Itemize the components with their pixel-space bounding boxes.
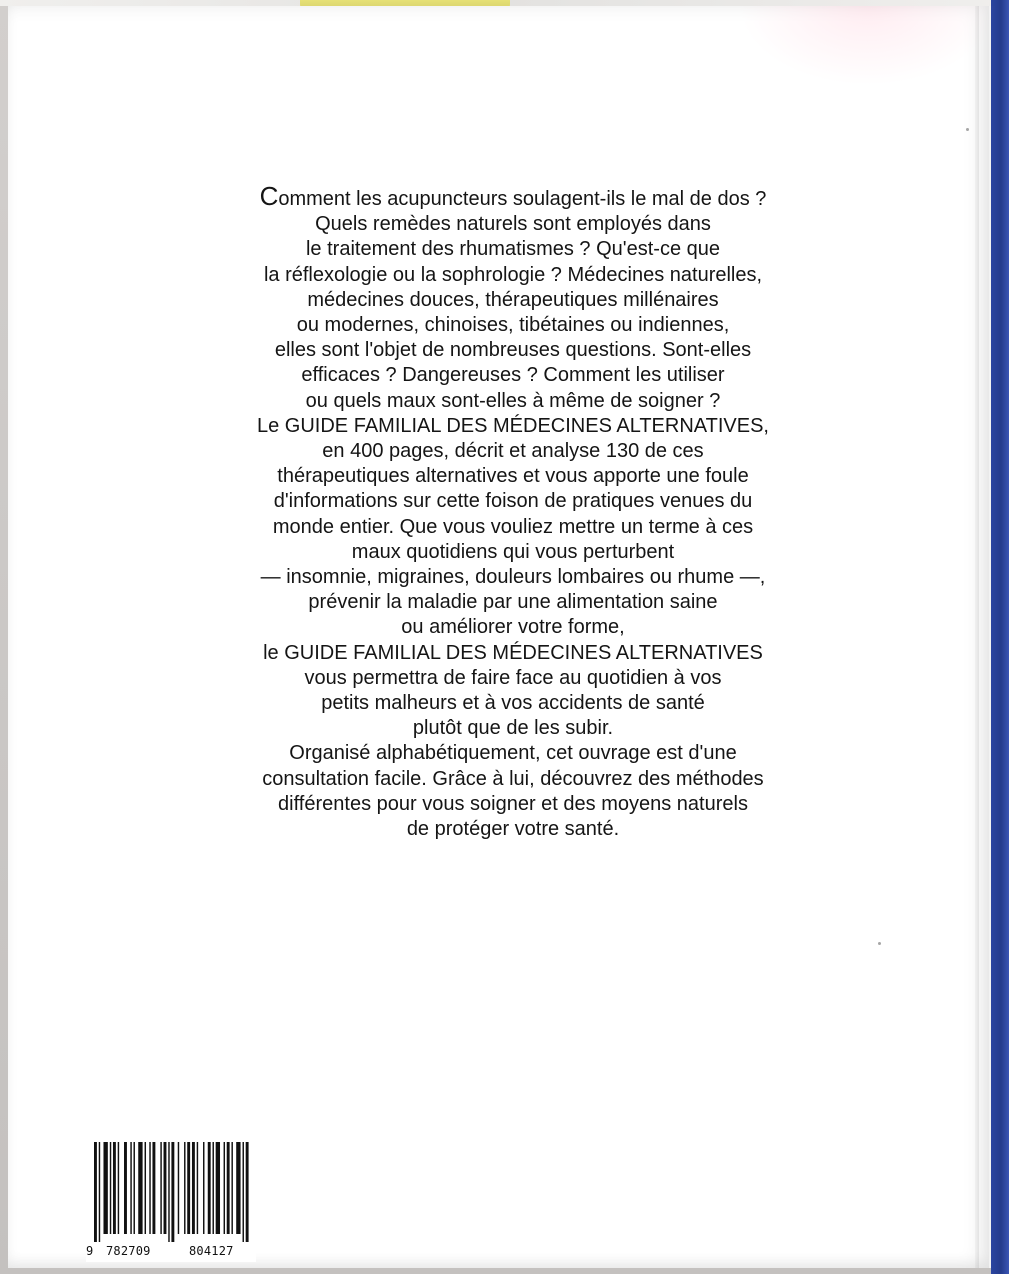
barcode-bar (216, 1142, 220, 1234)
blurb-line: ou quels maux sont-elles à même de soigner ? (305, 389, 721, 412)
blurb-line: thérapeutiques alternatives et vous apporte une foule (277, 465, 749, 488)
barcode-digit-first: 9 (86, 1244, 94, 1258)
drop-cap: C (259, 181, 279, 211)
barcode-bar (178, 1142, 179, 1234)
barcode-bar (213, 1142, 214, 1234)
barcode-bar (124, 1142, 127, 1234)
blurb-line: la réflexologie ou la sophrologie ? Médecines naturelles, (263, 263, 763, 286)
barcode-bar (187, 1142, 190, 1234)
blurb-line: Le GUIDE FAMILIAL DES MÉDECINES ALTERNATIVES, (257, 414, 769, 437)
blurb-line: en 400 pages, décrit et analyse 130 de ces (322, 440, 704, 463)
blurb-line: prévenir la maladie par une alimentation saine (308, 591, 718, 614)
blurb-line: elles sont l'objet de nombreuses questions. Sont-elles (274, 339, 752, 362)
barcode-bar (94, 1142, 97, 1242)
cover-speck (966, 128, 969, 131)
back-cover-blurb (48, 181, 978, 842)
barcode-bar (243, 1142, 244, 1242)
barcode-bar (227, 1142, 230, 1234)
blurb-line: vous permettra de faire face au quotidien à vos (304, 666, 722, 689)
barcode-bar (236, 1142, 240, 1234)
cover-highlight (738, 6, 998, 86)
blurb-line: le GUIDE FAMILIAL DES MÉDECINES ALTERNATIVES (263, 641, 763, 664)
blurb-line: Organisé alphabétiquement, cet ouvrage est d'une (289, 742, 737, 765)
blurb-line: ou modernes, chinoises, tibétaines ou indiennes, (296, 314, 730, 337)
blurb-line: monde entier. Que vous vouliez mettre un terme à ces (272, 515, 754, 538)
barcode-bar (192, 1142, 195, 1234)
barcode-bar (145, 1142, 146, 1234)
barcode-bar (130, 1142, 131, 1234)
blurb-line: le traitement des rhumatismes ? Qu'est-ce que (305, 238, 720, 261)
barcode-digits-right: 804127 (189, 1244, 234, 1258)
barcode-bar (134, 1142, 135, 1234)
barcode-digits (86, 1242, 256, 1260)
blurb-line: d'informations sur cette foison de pratiques venues du (273, 490, 753, 513)
blurb-line (48, 181, 978, 212)
barcode-bar (197, 1142, 198, 1234)
barcode-bar (110, 1142, 111, 1234)
barcode-bar (152, 1142, 155, 1234)
barcode-bar (184, 1142, 185, 1234)
blurb-line-1-rest: omment les acupuncteurs soulagent-ils le mal de dos ? (278, 188, 767, 210)
barcode-bar (149, 1142, 150, 1234)
barcode-bars (94, 1142, 252, 1242)
book-blue-spine (991, 0, 1009, 1274)
blurb-line: de protéger votre santé. (406, 818, 620, 841)
blurb-line: médecines douces, thérapeutiques millénaires (307, 288, 719, 311)
barcode-bar (118, 1142, 119, 1234)
back-cover (8, 6, 991, 1268)
barcode-bar (171, 1142, 174, 1242)
barcode-bar (138, 1142, 142, 1234)
barcode-bar (208, 1142, 211, 1234)
barcode-bar (103, 1142, 107, 1234)
cover-speck (878, 942, 881, 945)
blurb-line: petits malheurs et à vos accidents de santé (321, 692, 705, 715)
isbn-barcode (86, 1134, 256, 1262)
barcode-bar (203, 1142, 204, 1234)
barcode-bar (168, 1142, 169, 1242)
blurb-line: efficaces ? Dangereuses ? Comment les utiliser (301, 364, 725, 387)
blurb-line: ou améliorer votre forme, (401, 616, 625, 639)
barcode-bar (231, 1142, 232, 1234)
blurb-line: différentes pour vous soigner et des moyens naturels (278, 792, 748, 815)
barcode-bar (113, 1142, 116, 1234)
blurb-line: — insomnie, migraines, douleurs lombaires ou rhume —, (260, 566, 766, 589)
barcode-bar (164, 1142, 167, 1234)
blurb-line: plutôt que de les subir. (412, 717, 614, 740)
blurb-line: maux quotidiens qui vous perturbent (351, 540, 675, 563)
barcode-bar (224, 1142, 225, 1234)
barcode-bar (160, 1142, 161, 1234)
barcode-bar (99, 1142, 100, 1242)
blurb-line: Quels remèdes naturels sont employés dans (315, 213, 711, 236)
barcode-digits-left: 782709 (106, 1244, 151, 1258)
blurb-line: consultation facile. Grâce à lui, découvrez des méthodes (262, 767, 764, 790)
barcode-bar (246, 1142, 249, 1242)
